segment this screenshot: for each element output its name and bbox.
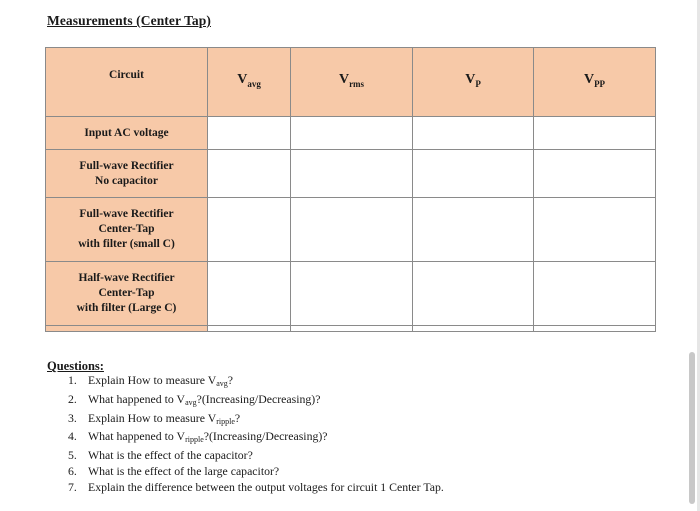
row-label-line: with filter (small C)	[78, 238, 175, 250]
row-label-line: Center-Tap	[98, 223, 155, 235]
header-v-pp-sub: PP	[594, 78, 606, 89]
question-text: What is the effect of the capacitor?	[88, 448, 253, 463]
table-row	[46, 262, 656, 326]
row-label-line: Center-Tap	[98, 287, 155, 299]
table-cell[interactable]	[534, 262, 656, 326]
question-item	[68, 448, 444, 464]
table-row	[46, 198, 656, 262]
vertical-scrollbar[interactable]	[689, 352, 695, 504]
table-cell[interactable]	[534, 117, 656, 150]
question-text: What is the effect of the large capacitor?	[88, 463, 280, 478]
question-text: Explain How to measure $V_{ripple}$?	[88, 410, 241, 426]
row-label-line: Input AC voltage	[84, 126, 169, 139]
row-label-line: Half-wave Rectifier	[78, 272, 175, 284]
table-cell[interactable]	[291, 326, 413, 332]
table-cell[interactable]	[534, 150, 656, 198]
row-label-line: No capacitor	[95, 174, 158, 187]
question-item	[68, 392, 444, 411]
row-label-empty	[46, 326, 208, 332]
question-item	[68, 429, 444, 448]
question-number: 2.	[68, 391, 77, 406]
table-cell[interactable]	[413, 117, 534, 150]
page-title: Measurements (Center Tap)	[47, 13, 211, 28]
header-v-pp-base: V	[583, 72, 595, 88]
table-cell[interactable]	[534, 198, 656, 262]
row-label	[46, 262, 208, 326]
table-cell[interactable]	[413, 262, 534, 326]
table-cell[interactable]	[208, 117, 291, 150]
header-v-p	[413, 48, 534, 117]
row-label	[46, 198, 208, 262]
table-cell[interactable]	[208, 198, 291, 262]
table-cell[interactable]	[534, 326, 656, 332]
question-item	[68, 411, 444, 430]
row-label-line: Full-wave Rectifier	[79, 159, 174, 172]
question-number: 3.	[68, 410, 77, 425]
table-cell[interactable]	[208, 326, 291, 332]
header-v-rms-sub: rms	[349, 78, 365, 89]
table-cell[interactable]	[413, 326, 534, 332]
header-v-avg-base: V	[237, 72, 248, 88]
question-number: 6.	[68, 463, 77, 478]
table-cell[interactable]	[413, 198, 534, 262]
row-label-line: Full-wave Rectifier	[79, 208, 174, 220]
questions-title: Questions:	[47, 359, 104, 373]
measurements-table	[45, 47, 656, 332]
question-text: Explain the difference between the output voltages for circuit 1 Center Tap.	[88, 479, 444, 494]
question-text: Explain How to measure $V_{avg}$?	[88, 373, 234, 388]
row-label	[46, 117, 208, 150]
header-v-pp	[534, 48, 656, 117]
header-v-avg	[208, 48, 291, 117]
questions-list	[68, 373, 444, 496]
table-cell[interactable]	[291, 262, 413, 326]
question-text: What happened to $V_{avg}?(Increasing/Decreasing)$?	[88, 391, 321, 407]
header-v-avg-sub: avg	[247, 78, 261, 89]
table-cell[interactable]	[413, 150, 534, 198]
question-number: 5.	[68, 448, 77, 463]
header-circuit: Circuit	[46, 48, 208, 117]
table-cell[interactable]	[208, 262, 291, 326]
table-row	[46, 150, 656, 198]
header-v-p-base: V	[465, 72, 476, 88]
question-number: 7.	[68, 479, 77, 494]
table-row-empty	[46, 326, 656, 332]
question-number: 4.	[68, 429, 77, 444]
header-v-p-sub: P	[475, 78, 481, 89]
table-row	[46, 117, 656, 150]
question-item	[68, 480, 444, 496]
table-cell[interactable]	[291, 150, 413, 198]
table-cell[interactable]	[291, 117, 413, 150]
row-label-line: with filter (Large C)	[76, 302, 177, 314]
header-v-rms	[291, 48, 413, 117]
row-label	[46, 150, 208, 198]
table-header-row	[46, 48, 656, 117]
question-number: 1.	[68, 373, 77, 387]
header-v-rms-base: V	[338, 72, 350, 88]
question-item	[68, 464, 444, 480]
question-item	[68, 373, 444, 392]
question-text: What happened to $V_{ripple}?(Increasing/Decreasing)$?	[88, 429, 328, 445]
table-cell[interactable]	[291, 198, 413, 262]
table-cell[interactable]	[208, 150, 291, 198]
